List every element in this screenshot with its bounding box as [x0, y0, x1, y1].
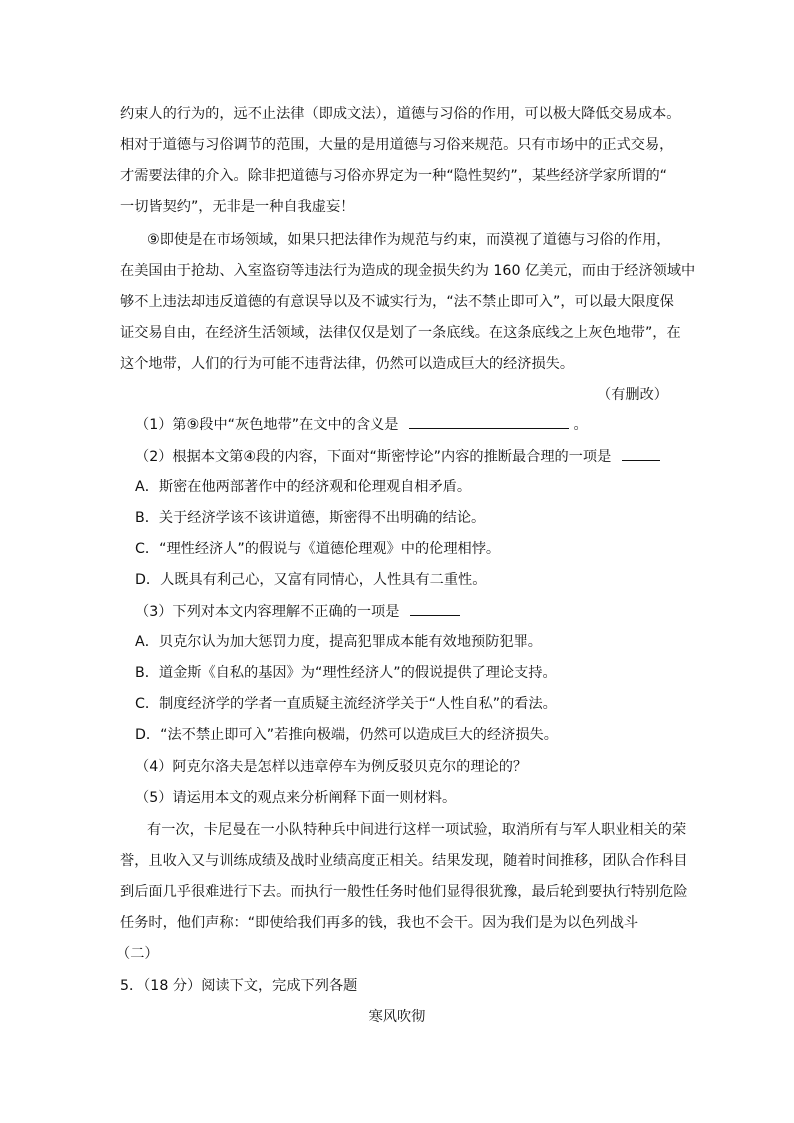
option-2a: A．斯密在他两部著作中的经济观和伦理观自相矛盾。 — [135, 479, 472, 495]
option-3a: A．贝克尔认为加大惩罚力度，提高犯罪成本能有效地预防犯罪。 — [135, 634, 542, 650]
paragraph-line: 这个地带，人们的行为可能不违背法律，仍然可以造成巨大的经济损失。 — [120, 356, 575, 372]
paragraph-line: 相对于道德与习俗调节的范围，大量的是用道德与习俗来规范。只有市场中的正式交易， — [120, 137, 674, 153]
paragraph-line: 够不上违法却违反道德的有意误导以及不诚实行为，“法不禁止即可入”，可以最大限度保 — [120, 294, 674, 310]
question-1-end: 。 — [573, 417, 588, 433]
material-line: 到后面几乎很难进行下去。而执行一般性任务时他们显得很犹豫，最后轮到要执行特别危险 — [120, 884, 688, 900]
question-1-text: （1）第⑨段中“灰色地带”在文中的含义是 — [135, 417, 399, 433]
answer-blank-1[interactable] — [409, 414, 569, 429]
option-2b: B．关于经济学该不该讲道德，斯密得不出明确的结论。 — [135, 510, 486, 526]
material-line: 誉，且收入又与训练成绩及战时业绩高度正相关。结果发现，随着时间推移，团队合作科目 — [120, 853, 688, 869]
material-line: 任务时，他们声称：“即使给我们再多的钱，我也不会干。因为我们是为以色列战斗 — [120, 915, 639, 931]
paragraph-9-line: ⑨即使是在市场领域，如果只把法律作为规范与约束，而漠视了道德与习俗的作用， — [147, 232, 671, 248]
question-5: （5）请运用本文的观点来分析阐释下面一则材料。 — [135, 790, 457, 806]
question-5-heading: 5．（18 分）阅读下文，完成下列各题 — [120, 978, 358, 994]
question-3 — [135, 601, 460, 622]
paragraph-line: 证交易自由，在经济生活领域，法律仅仅是划了一条底线。在这条底线之上灰色地带”，在 — [120, 325, 681, 341]
option-3d: D．“法不禁止即可入”若推向极端，仍然可以造成巨大的经济损失。 — [135, 727, 558, 743]
option-2d: D．人既具有利己心，又富有同情心，人性具有二重性。 — [135, 572, 487, 588]
question-2 — [135, 446, 660, 467]
question-3-text: （3）下列对本文内容理解不正确的一项是 — [135, 604, 400, 620]
material-line: 有一次，卡尼曼在一小队特种兵中间进行这样一项试验，取消所有与军人职业相关的荣 — [147, 822, 687, 838]
question-1 — [135, 414, 588, 435]
paragraph-line: 一切皆契约”，无非是一种自我虚妄！ — [120, 199, 355, 215]
article-title: 寒风吹彻 — [368, 1009, 426, 1025]
question-4: （4）阿克尔洛夫是怎样以违章停车为例反驳贝克尔的理论的？ — [135, 759, 528, 775]
option-2c: C．“理性经济人”的假说与《道德伦理观》中的伦理相悖。 — [135, 541, 501, 557]
source-note: （有删改） — [597, 387, 668, 403]
question-2-text: （2）根据本文第④段的内容，下面对“斯密悖论”内容的推断最合理的一项是 — [135, 449, 612, 465]
option-3c: C．制度经济学的学者一直质疑主流经济学关于“人性自私”的看法。 — [135, 696, 557, 712]
answer-blank-2[interactable] — [622, 446, 660, 461]
answer-blank-3[interactable] — [410, 601, 460, 616]
paragraph-line: 才需要法律的介入。除非把道德与习俗亦界定为一种“隐性契约”，某些经济学家所谓的“ — [120, 168, 667, 184]
paragraph-line: 约束人的行为的，远不止法律（即成文法），道德与习俗的作用，可以极大降低交易成本。 — [120, 106, 681, 122]
section-heading: （二） — [116, 946, 159, 962]
paragraph-line: 在美国由于抢劫、入室盗窃等违法行为造成的现金损失约为 160 亿美元，而由于经济领域中 — [120, 263, 696, 279]
option-3b: B．道金斯《自私的基因》为“理性经济人”的假说提供了理论支持。 — [135, 665, 557, 681]
